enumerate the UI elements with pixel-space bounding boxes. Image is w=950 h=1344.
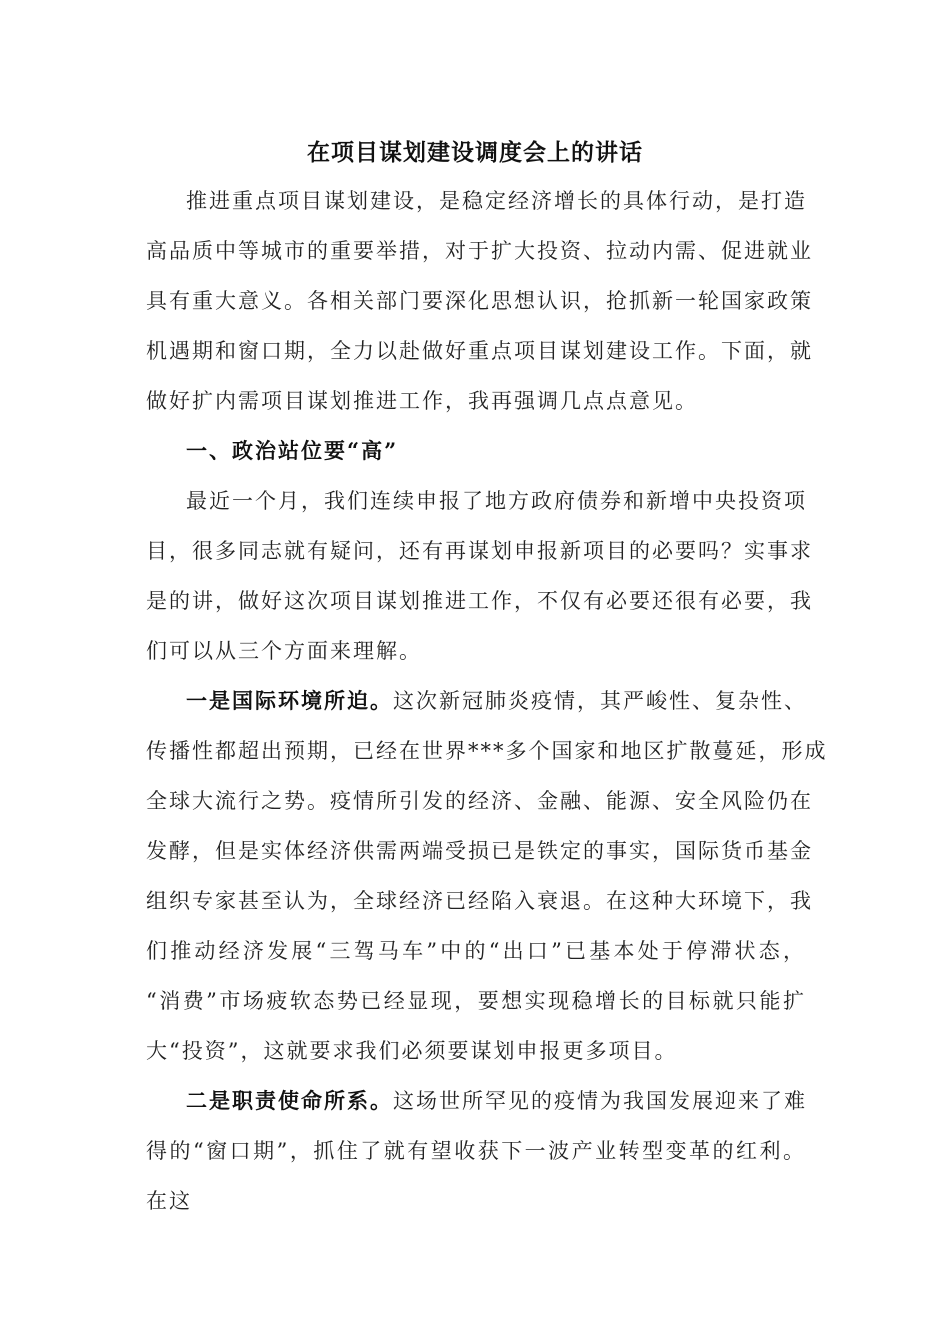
- paragraph-line: 最近一个月，我们连续申报了地方政府债券和新增中央投资项: [186, 489, 807, 513]
- paragraph-line: 发酵，但是实体经济供需两端受损已是铁定的事实，国际货币基金: [146, 839, 813, 863]
- paragraph-line: 推进重点项目谋划建设，是稳定经济增长的具体行动，是打造: [186, 189, 807, 213]
- paragraph-line: 全球大流行之势。疫情所引发的经济、金融、能源、安全风险仍在: [146, 789, 813, 813]
- section-heading: 一、政治站位要“高”: [186, 438, 399, 463]
- paragraph-line: 高品质中等城市的重要举措，对于扩大投资、拉动内需、促进就业: [146, 239, 813, 263]
- paragraph-line: 组织专家甚至认为，全球经济已经陷入衰退。在这种大环境下，我: [146, 889, 813, 913]
- paragraph-line: [186, 676, 806, 726]
- paragraph-line: 是的讲，做好这次项目谋划推进工作，不仅有必要还很有必要，我: [146, 589, 813, 613]
- paragraph-line: 们可以从三个方面来理解。: [146, 639, 422, 663]
- paragraph-line: 机遇期和窗口期，全力以赴做好重点项目谋划建设工作。下面，就: [146, 339, 813, 363]
- paragraph-line: 具有重大意义。各相关部门要深化思想认识，抢抓新一轮国家政策: [146, 289, 813, 313]
- page-title: 在项目谋划建设调度会上的讲话: [307, 139, 643, 166]
- bold-lead-phrase: 二是职责使命所系。: [186, 1088, 393, 1113]
- paragraph-line: “消费”市场疲软态势已经显现，要想实现稳增长的目标就只能扩: [146, 989, 806, 1013]
- bold-lead-phrase: 一是国际环境所迫。: [186, 688, 393, 713]
- paragraph-text: 这场世所罕见的疫情为我国发展迎来了难: [393, 1089, 807, 1113]
- paragraph-line: 们推动经济发展“三驾马车”中的“出口”已基本处于停滞状态，: [146, 939, 806, 963]
- paragraph-line: 传播性都超出预期，已经在世界***多个国家和地区扩散蔓延，形成: [146, 739, 828, 763]
- paragraph-line: 大“投资”，这就要求我们必须要谋划申报更多项目。: [146, 1039, 678, 1063]
- paragraph-line: 做好扩内需项目谋划推进工作，我再强调几点点意见。: [146, 389, 698, 413]
- paragraph-text: 这次新冠肺炎疫情，其严峻性、复杂性、: [393, 689, 807, 713]
- paragraph-line: 目，很多同志就有疑问，还有再谋划申报新项目的必要吗？实事求: [146, 539, 813, 563]
- paragraph-line: [186, 1076, 806, 1126]
- paragraph-line: 在这: [146, 1189, 192, 1213]
- paragraph-line: 得的“窗口期”，抓住了就有望收获下一波产业转型变革的红利。: [146, 1139, 806, 1163]
